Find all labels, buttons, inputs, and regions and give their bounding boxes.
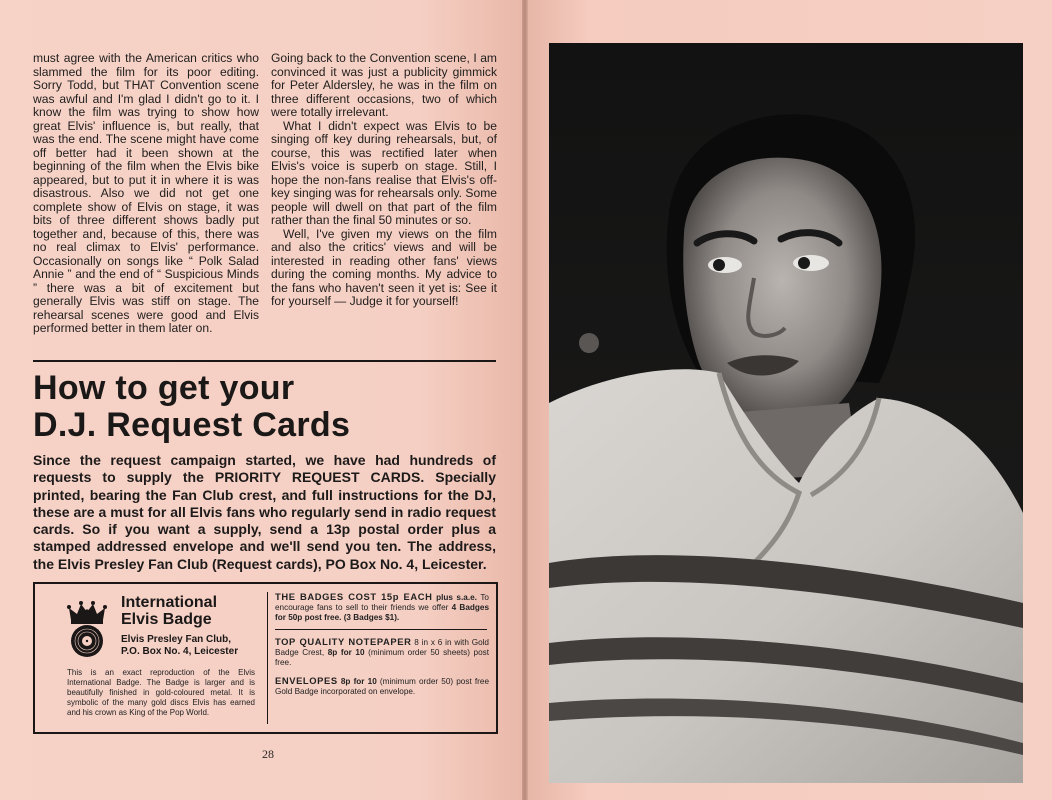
envelopes-price: 8p for 10 xyxy=(340,677,377,686)
ad-divider xyxy=(267,592,268,724)
badge-ad-left xyxy=(35,584,265,732)
notepaper-rest: (minimum order 50 sheets) post free. xyxy=(275,648,490,667)
article-paragraph: must agree with the American critics who slammed the film for its poor editing. Sorry Todd, but THAT Convention scene was awful and I'm glad I didn't go to it. I know the film was trying to show how great Elvis' influence is, but really, that was the end. The scene might have come off better had it been shown at the beginning of the film when the Elvis bike appeared, but to put it in where it is was disastrous. Also we did not get one complete show of Elvis on stage, it was bits of three different shows badly put together and, because of this, there was no real climax to Elvis' performance. Occasionally on songs like “ Polk Salad Annie ” and the end of “ Suspicious Minds ” there was a bit of excitement but generally Elvis was stiff on stage. The rehearsal scenes were good and Elvis performed better in them later on. xyxy=(33,51,259,335)
page-gutter xyxy=(522,0,528,800)
notepaper-price: 8p for 10 xyxy=(327,648,365,657)
badges-heading: THE BADGES COST 15p EACH xyxy=(275,591,433,602)
badges-sae: plus s.a.e. xyxy=(436,593,477,602)
article-column-1 xyxy=(33,52,259,336)
badge-title-line-1: International xyxy=(121,594,218,611)
heading-line-1: How to get your xyxy=(33,369,295,407)
portrait-photo-icon xyxy=(549,43,1023,783)
portrait-photo xyxy=(549,43,1023,783)
article-paragraph: Going back to the Convention scene, I am convinced it was just a publicity gimmick for Peter Aldersley, he was in the film on three different occasions, two of which were totally irrelevant. xyxy=(271,51,497,119)
article-paragraph: Well, I've given my views on the film and also the critics' views and will be interested in reading other fans' views during the coming months. My advice to the fans who haven't seen it yet is: See it for yourself — Judge it for yourself! xyxy=(271,226,497,308)
envelopes-desc: (minimum order 50) post free Gold Badge incorporated on envelope. xyxy=(275,677,489,696)
crown-record-crest-icon xyxy=(65,600,109,658)
page-number: 28 xyxy=(262,747,274,761)
badges-offer: 4 Badges for 50p post free. (3 Badges $1). xyxy=(275,603,490,622)
badge-address xyxy=(121,634,265,658)
badges-price-text xyxy=(275,592,489,623)
article-paragraph: What I didn't expect was Elvis to be singing off key during rehearsals, but, of course, this was rectified later when Elvis's voice is superb on stage. Still, I hope the non-fans realise that Elvis's off-key singing was for rehearsals only. Some people will dwell on that part of the film rather than the final 50 minutes or so. xyxy=(271,118,497,227)
section-divider xyxy=(33,360,496,362)
address-line-1: Elvis Presley Fan Club, xyxy=(121,634,232,645)
address-line-2: P.O. Box No. 4, Leicester xyxy=(121,646,239,657)
badge-advertisement xyxy=(33,582,498,734)
envelopes-text xyxy=(275,676,489,697)
badge-title xyxy=(121,594,261,628)
badges-text: To encourage fans to sell to their friends we offer xyxy=(275,593,489,612)
notepaper-text xyxy=(275,637,489,668)
envelopes-heading: ENVELOPES xyxy=(275,675,338,686)
badge-description: This is an exact reproduction of the Elvis International Badge. The Badge is larger and is beautifully finished in gold-coloured metal. It is symbolic of the many gold discs Elvis has earned and his crown as King of the Pop World. xyxy=(67,668,255,717)
badge-ad-right xyxy=(275,592,489,697)
heading-line-2: D.J. Request Cards xyxy=(33,406,351,444)
request-cards-heading xyxy=(33,370,503,444)
request-cards-body: Since the request campaign started, we have had hundreds of requests to supply the PRIORITY REQUEST CARDS. Specially printed, bearing the Fan Club crest, and full instructions for the DJ, these are a must for all Elvis fans who regularly send in radio request cards. So if you want a supply, send a 13p postal order plus a stamped addressed envelope and we'll send you ten. The address, the Elvis Presley Fan Club (Request cards), PO Box No. 4, Leicester. xyxy=(33,452,496,572)
notepaper-heading: TOP QUALITY NOTEPAPER xyxy=(275,636,412,647)
ad-separator xyxy=(275,629,487,630)
notepaper-desc: 8 in x 6 in with Gold Badge Crest, xyxy=(275,638,489,657)
badge-title-line-2: Elvis Badge xyxy=(121,611,212,628)
article-column-2 xyxy=(271,52,497,309)
